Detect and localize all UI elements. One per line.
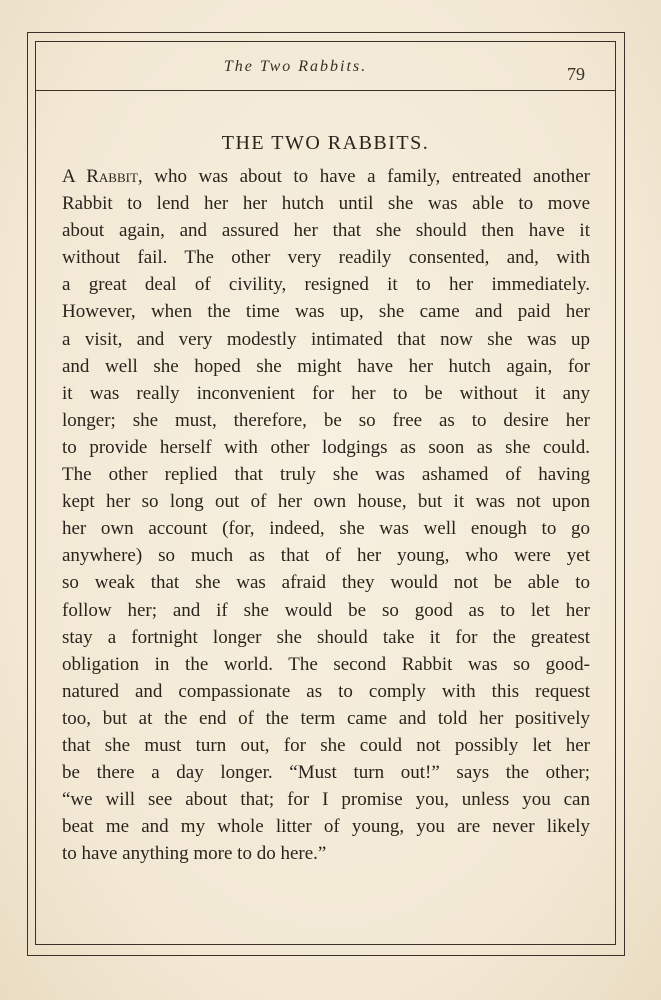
text-line: obligation in the world. The second Rabbit was so good- (62, 653, 590, 675)
text-line: longer; she must, therefore, be so free as to desire her (62, 409, 590, 431)
page-title: THE TWO RABBITS. (221, 132, 430, 154)
text-line: beat me and my whole litter of young, you are never likely (62, 816, 590, 838)
text-line: kept her so long out of her own house, but it was not upon (62, 491, 590, 513)
text-line: too, but at the end of the term came and told her positively (62, 707, 590, 729)
text-line: stay a fortnight longer she should take it for the greatest (62, 626, 590, 648)
page-number: 79 (567, 64, 585, 84)
text-line: be there a day longer. “Must turn out!” says the other; (62, 762, 590, 784)
text-line: without fail. The other very readily consented, and, with (62, 247, 590, 269)
running-head: The Two Rabbits. (223, 58, 368, 75)
header-rule (35, 90, 616, 91)
text-line: a great deal of civility, resigned it to her immediately. (62, 274, 590, 296)
text-line: The other replied that truly she was ashamed of having (62, 464, 590, 486)
text-line: that she must turn out, for she could not possibly let her (62, 734, 590, 756)
text-line: “we will see about that; for I promise you, unless you can (62, 789, 590, 811)
text-line: to have anything more to do here.” (62, 843, 327, 865)
text-line: natured and compassionate as to comply with this request (62, 680, 590, 702)
text-line: Rabbit to lend her her hutch until she was able to move (62, 193, 590, 215)
text-line: so weak that she was afraid they would not be able to (62, 572, 590, 594)
text-line: follow her; and if she would be so good as to let her (62, 599, 590, 621)
opening-word: A Rabbit, (62, 166, 143, 187)
text-line: and well she hoped she might have her hutch again, for (62, 355, 590, 377)
text-line: her own account (for, indeed, she was well enough to go (62, 518, 590, 540)
text-line-content: who was about to have a family, entreated another (142, 166, 590, 187)
text-line: However, when the time was up, she came and paid her (62, 301, 590, 323)
text-line (62, 163, 590, 190)
text-line: it was really inconvenient for her to be without it any (62, 382, 590, 404)
text-line: a visit, and very modestly intimated that now she was up (62, 328, 590, 350)
fable-text (62, 163, 590, 867)
text-line: to provide herself with other lodgings as soon as she could. (62, 436, 590, 458)
text-line: anywhere) so much as that of her young, who were yet (62, 545, 590, 567)
text-line: about again, and assured her that she should then have it (62, 220, 590, 242)
